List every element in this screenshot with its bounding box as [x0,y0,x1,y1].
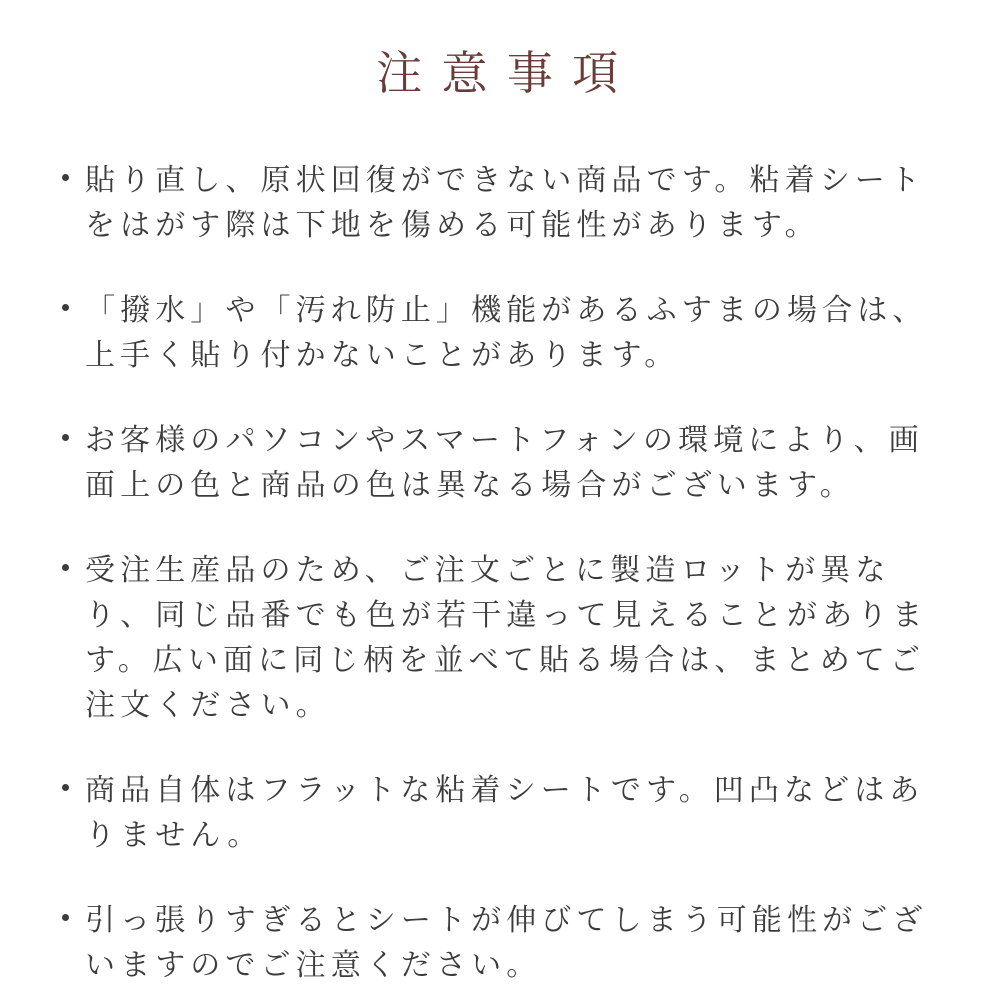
bullet-icon [62,564,69,571]
list-item [62,768,942,858]
notes-list [62,158,942,988]
list-item [62,288,942,378]
list-item [62,548,942,728]
note-text: お客様のパソコンやスマートフォンの環境により、画面上の色と商品の色は異なる場合がございます。 [85,424,924,502]
bullet-icon [62,304,69,311]
bullet-icon [62,784,69,791]
list-item [62,418,942,508]
bullet-icon [62,434,69,441]
note-text: 貼り直し、原状回復ができない商品です。粘着シートをはがす際は下地を傷める可能性があります。 [85,164,925,242]
note-text: 商品自体はフラットな粘着シートです。凹凸などはありません。 [85,774,925,852]
note-text: 受注生産品のため、ご注文ごとに製造ロットが異なり、同じ品番でも色が若干違って見えることがあります。広い面に同じ柄を並べて貼る場合は、まとめてご注文ください。 [85,554,928,722]
note-text: 「撥水」や「汚れ防止」機能があるふすまの場合は、上手く貼り付かないことがあります。 [85,294,928,372]
bullet-icon [62,174,69,181]
note-text: 引っ張りすぎるとシートが伸びてしまう可能性がございますのでご注意ください。 [85,904,928,982]
list-item [62,158,942,248]
list-item [62,898,942,988]
page-title: 注意事項 [376,47,638,99]
bullet-icon [62,914,69,921]
